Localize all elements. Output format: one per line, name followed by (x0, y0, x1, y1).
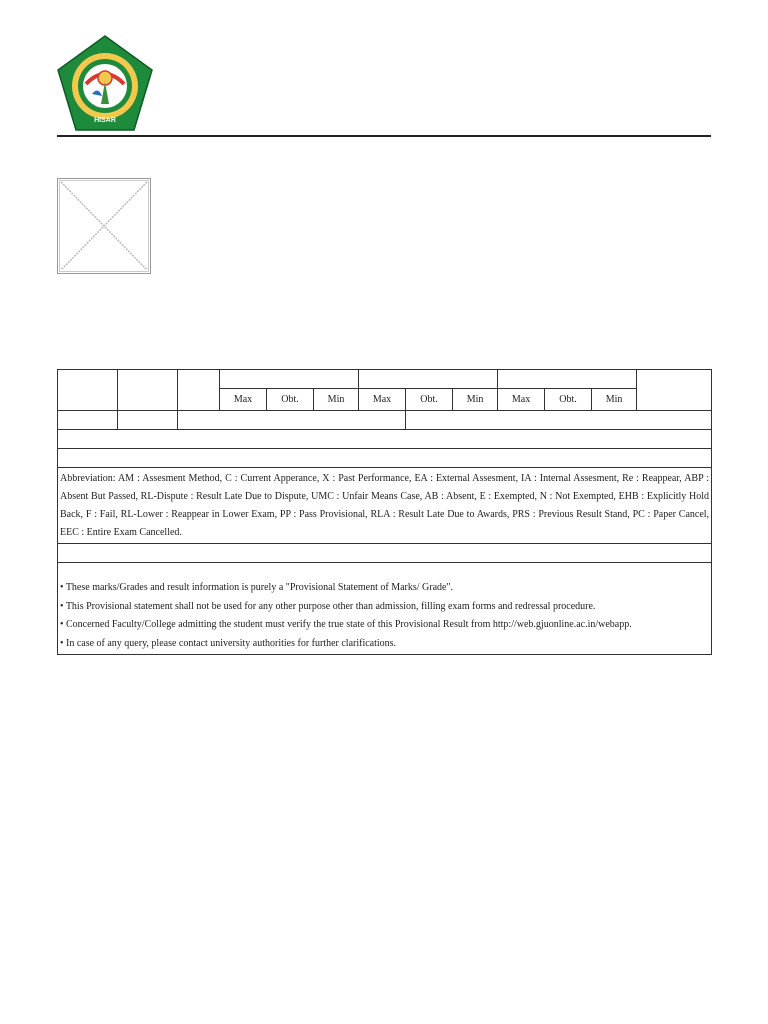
university-crest-icon (56, 34, 154, 134)
note-line: • In case of any query, please contact university authorities for further clarifications. (60, 637, 397, 649)
table-row (58, 449, 712, 468)
note-line: • These marks/Grades and result information is purely a "Provisional Statement of Marks/ Grade". (60, 582, 454, 593)
subheader-max: Max (498, 389, 545, 411)
blank-row (58, 544, 712, 563)
table-cell (406, 411, 712, 430)
note-line: • This Provisional statement shall not be used for any other purpose other than admission, filling exam forms and redressal procedure. (60, 600, 596, 612)
header-cell (58, 370, 118, 411)
subheader-max: Max (359, 389, 406, 411)
header-group-cell (498, 370, 637, 389)
table-cell (58, 411, 118, 430)
table-row (58, 468, 712, 544)
header-cell (118, 370, 178, 411)
notes-cell (58, 563, 712, 655)
table-row (58, 544, 712, 563)
remarks-row (58, 449, 712, 468)
header-cell (178, 370, 220, 411)
subheader-min: Min (453, 389, 498, 411)
result-row (58, 430, 712, 449)
header-group-cell (359, 370, 498, 389)
subheader-max: Max (220, 389, 267, 411)
subheader-obt: Obt. (406, 389, 453, 411)
header-divider (57, 135, 711, 137)
header-cell (637, 370, 712, 411)
abbreviation-text: Abbreviation: AM : Assesment Method, C : Current Apperance, X : Past Performance, EA : External Assesment, IA : Internal Assesment, Re : Reappear, ABP : Absent But Passed, RL-Dispute : Result Late Due to Dispute, UMC : Unfair Means Case, AB : Absent, E : Exempted, N : Not Exempted, EHB : Explicitly Hold Back, F : Fail, RL-Lower : Reappear in Lower Exam, PP : Pass Provisional, RLA : Result Late Due to Awards, PRS : Previous Result Stand, PC : Paper Cancel, EEC : Entire Exam Cancelled. (60, 473, 710, 538)
table-row (58, 563, 712, 655)
subheader-min: Min (592, 389, 637, 411)
note-line: • Concerned Faculty/College admitting the student must verify the true state of this Provisional Result from http://web.gjuonline.ac.in/webapp. (60, 619, 632, 630)
table-cell (178, 411, 406, 430)
image-placeholder-icon (57, 178, 151, 274)
logo-emblem-text: HISAR (94, 117, 116, 124)
marks-table (57, 369, 712, 655)
table-header-row (58, 370, 712, 389)
header-group-cell (220, 370, 359, 389)
table-cell (118, 411, 178, 430)
table-row (58, 411, 712, 430)
subheader-min: Min (314, 389, 359, 411)
abbreviation-legend (58, 468, 712, 544)
subheader-obt: Obt. (267, 389, 314, 411)
subheader-obt: Obt. (545, 389, 592, 411)
table-row (58, 430, 712, 449)
